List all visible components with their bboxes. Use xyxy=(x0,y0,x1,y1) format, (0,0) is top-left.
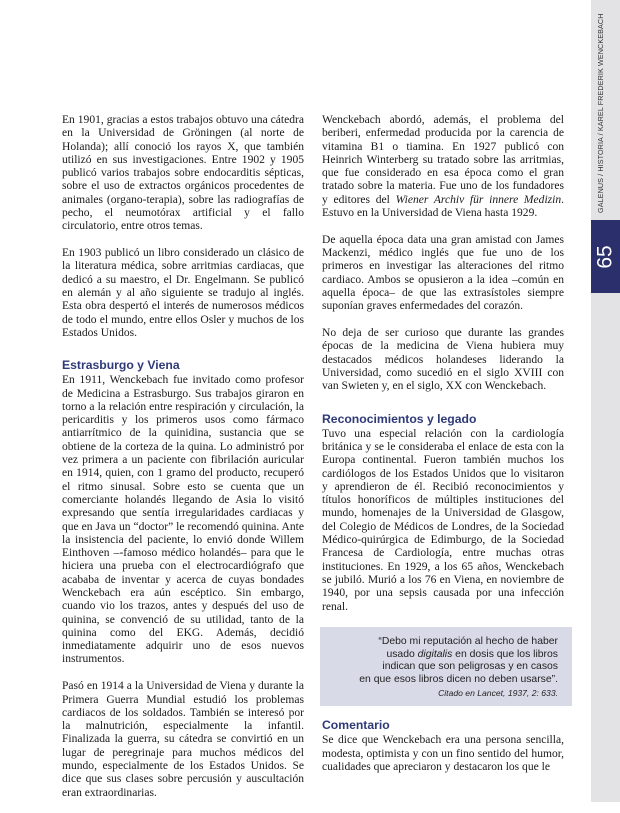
paragraph: Pasó en 1914 a la Universidad de Viena y durante la Primera Guerra Mundial estudió los problemas cardiacos de los soldados. También se interesó por la malnutrición, especialmente la infantil. Finalizada la guerra, su cátedra se convirtió en un lugar de peregrinaje para muchos médicos del mundo, especialmente de los Estados Unidos. Se dice que sus clases sobre percusión y auscultación eran extraordinarias. xyxy=(62,680,304,799)
page-number-tab xyxy=(591,220,620,293)
right-column xyxy=(322,114,564,788)
paragraph: En 1901, gracias a estos trabajos obtuvo una cátedra en la Universidad de Gröningen (al norte de Holanda); allí conoció los rayos X, que también utilizó en sus investigaciones. Entre 1902 y 1905 publicó varios trabajos sobre endocarditis sépticas, sobre el uso de extractos orgánicos procedentes de animales (organo-terapia), sobre las radiografías de pecho, el neumotórax artificial y el fallo circulatorio, entre otros temas. xyxy=(62,114,304,233)
paragraph: En 1903 publicó un libro considerado un clásico de la literatura médica, sobre arritmias cardiacas, que dedicó a su maestro, el Dr. Engelmann. Se publicó en alemán y al año siguiente se tradujo al inglés. Esta obra despertó el interés de numerosos médicos de todo el mundo, entre ellos Osler y muchos de los Estados Unidos. xyxy=(62,247,304,339)
paragraph: Se dice que Wenckebach era una persona sencilla, modesta, optimista y con un fino sentido del humor, cualidades que apreciaron y destacaron los que le xyxy=(322,734,564,773)
page-number: 65 xyxy=(593,244,617,269)
paragraph: En 1911, Wenckebach fue invitado como profesor de Medicina a Estrasburgo. Sus trabajos giraron en torno a la relación entre respiración y circulación, la pericarditis y los primeros usos como fármaco antiarrítmico de la quinidina, sustancia que se obtiene de la corteza de la quina. Lo administró por vez primera a un paciente con fibrilación auricular en 1914, quien, con 1 gramo del producto, recuperó el ritmo sinusal. Sobre esto se cuenta que un comerciante holandés llegando de Asia lo visitó expresando que sentía irregularidades cardiacas y que en Java un “doctor” le recomendó quinina. Ante la insistencia del paciente, lo envió donde Willem Einthoven –-famoso médico holandés– para que le hiciera una prueba con el electrocardiógrafo que acababa de inventar y acerca de cuyas bondades Wenckebach era aún escéptico. Sin embargo, cuando vio los trazos, antes y después del uso de quinina, se convenció de su utilidad, tanto de la quinina como del EKG. Además, decidió inmediatamente adquirir uno de esos nuevos instrumentos. xyxy=(62,374,304,666)
section-heading-comentario: Comentario xyxy=(322,718,390,733)
journal-title: Wiener Archiv für innere Medizin xyxy=(395,193,562,206)
pull-quote: “Debo mi reputación al hecho de haber usado digitalis en dosis que los libros indican que son peligrosas y en casos en que esos libros dicen no deben usarse”. Citado en Lancet, 1937, 2: 633. xyxy=(320,627,572,706)
paragraph: De aquella época data una gran amistad con James Mackenzi, médico inglés que fue uno de los primeros en investigar las alteraciones del ritmo cardiaco. Ambos se opusieron a la idea –común en aquella época– de que las extrasístoles siempre suponían graves enfermedades del corazón. xyxy=(322,233,564,313)
left-column xyxy=(62,114,304,813)
section-heading-reconocimientos: Reconocimientos y legado xyxy=(322,411,477,426)
section-heading-estrasburgo: Estrasburgo y Viena xyxy=(62,358,180,373)
quote-citation: Citado en Lancet, 1937, 2: 633. xyxy=(438,687,558,698)
paragraph: Wenckebach abordó, además, el problema del beriberi, enfermedad producida por la carencia de vitamina B1 o tiamina. En 1927 publicó con Heinrich Winterberg su tratado sobre las arritmias, que fue considerado en esa época como el gran tratado sobre la materia. Fue uno de los fundadores y editores del Wiener Archiv für innere Medizin. Estuvo en la Universidad de Viena hasta 1929. xyxy=(322,114,565,220)
paragraph: Tuvo una especial relación con la cardiología británica y se le consideraba el enlace de esta con la Europa continental. Fueron también muchos los cardiólogos de los Estados Unidos que lo visitaron y aprendieron de él. Recibió reconocimientos y títulos honoríficos de múltiples instituciones del mundo, homenajes de la Universidad de Glasgow, del Colegio de Médicos de Londres, de la Sociedad Médico-quirúrgica de Edimburgo, de la Sociedad Francesa de Cardiología, entre muchas otras instituciones. En 1929, a los 65 años, Wenckebach se jubiló. Murió a los 76 en Viena, en noviembre de 1940, por una sepsis causada por una infección renal. xyxy=(322,427,564,613)
paragraph: No deja de ser curioso que durante las grandes épocas de la medicina de Viena hubiera muy destacados médicos holandeses liderando la Universidad, como sucedió en el siglo XVIII con van Swieten y, en el siglo, XX con Wenckebach. xyxy=(322,327,564,393)
running-head: GALENUS / HISTORIA / KAREL FREDERIK WENCKEBACH xyxy=(596,13,605,213)
